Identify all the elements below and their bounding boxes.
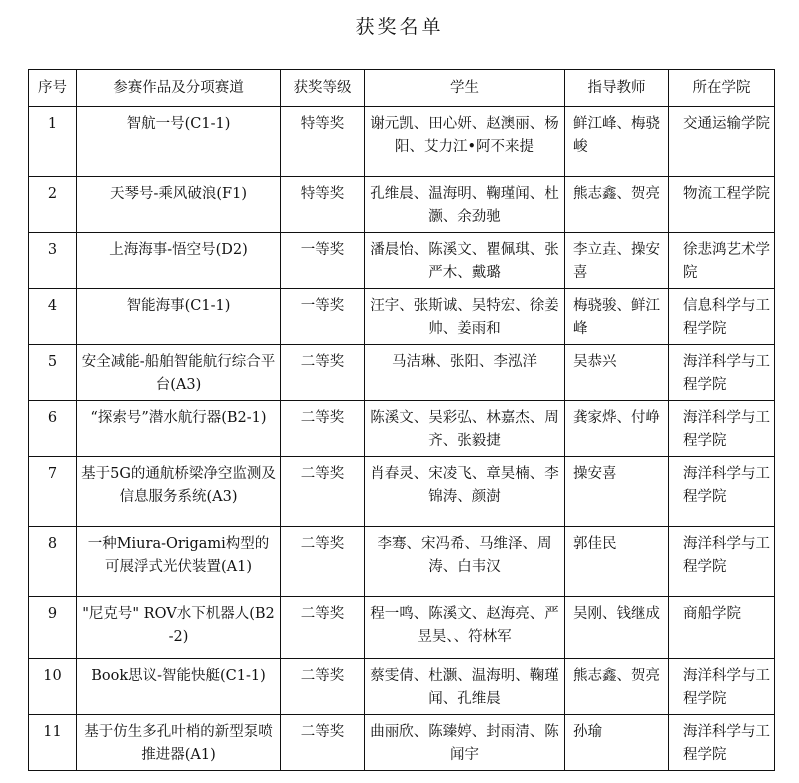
cell-no: 4: [29, 289, 77, 345]
cell-level: 二等奖: [281, 597, 365, 659]
cell-students: 李骞、宋冯希、马维泽、周涛、白韦汉: [365, 527, 565, 597]
cell-college: 海洋科学与工程学院: [669, 659, 775, 715]
cell-level: 一等奖: [281, 233, 365, 289]
cell-teacher: 吴刚、钱继成: [565, 597, 669, 659]
header-college: 所在学院: [669, 70, 775, 107]
cell-college: 海洋科学与工程学院: [669, 715, 775, 771]
cell-level: 二等奖: [281, 345, 365, 401]
cell-level: 二等奖: [281, 715, 365, 771]
page-title: 获奖名单: [355, 16, 444, 38]
cell-teacher: 孙瑜: [565, 715, 669, 771]
cell-students: 汪宇、张斯诚、吴特宏、徐姜帅、姜雨和: [365, 289, 565, 345]
cell-college: 交通运输学院: [669, 107, 775, 177]
cell-college: 信息科学与工程学院: [669, 289, 775, 345]
table-row: [29, 597, 775, 659]
cell-college: 海洋科学与工程学院: [669, 527, 775, 597]
cell-students: 潘晨怡、陈溪文、瞿佩琪、张严木、戴璐: [365, 233, 565, 289]
table-row: [29, 233, 775, 289]
award-table: [28, 69, 775, 771]
cell-work: 基于5G的通航桥梁净空监测及信息服务系统(A3): [77, 457, 281, 527]
table-row: [29, 177, 775, 233]
cell-students: 肖春灵、宋凌飞、章昊楠、李锦涛、颜澍: [365, 457, 565, 527]
cell-no: 11: [29, 715, 77, 771]
cell-college: 商船学院: [669, 597, 775, 659]
cell-teacher: 郭佳民: [565, 527, 669, 597]
cell-work: 智航一号(C1-1): [77, 107, 281, 177]
cell-college: 徐悲鸿艺术学院: [669, 233, 775, 289]
cell-level: 二等奖: [281, 457, 365, 527]
cell-no: 7: [29, 457, 77, 527]
cell-no: 1: [29, 107, 77, 177]
cell-level: 特等奖: [281, 107, 365, 177]
table-row: [29, 527, 775, 597]
cell-teacher: 吴恭兴: [565, 345, 669, 401]
cell-level: 二等奖: [281, 401, 365, 457]
cell-teacher: 熊志鑫、贺亮: [565, 177, 669, 233]
cell-level: 特等奖: [281, 177, 365, 233]
cell-work: 上海海事-悟空号(D2): [77, 233, 281, 289]
cell-teacher: 操安喜: [565, 457, 669, 527]
cell-students: 孔维晨、温海明、鞠瑾闻、杜灏、余劲驰: [365, 177, 565, 233]
table-header-row: [29, 70, 775, 107]
header-students: 学生: [365, 70, 565, 107]
cell-level: 二等奖: [281, 659, 365, 715]
header-no: 序号: [29, 70, 77, 107]
header-level: 获奖等级: [281, 70, 365, 107]
cell-teacher: 龚家烨、付峥: [565, 401, 669, 457]
table-row: [29, 107, 775, 177]
cell-students: 蔡雯倩、杜灏、温海明、鞠瑾闻、孔维晨: [365, 659, 565, 715]
cell-level: 一等奖: [281, 289, 365, 345]
cell-college: 海洋科学与工程学院: [669, 457, 775, 527]
cell-no: 8: [29, 527, 77, 597]
cell-teacher: 李立垚、操安喜: [565, 233, 669, 289]
cell-teacher: 鲜江峰、梅骁峻: [565, 107, 669, 177]
table-row: [29, 715, 775, 771]
cell-no: 6: [29, 401, 77, 457]
cell-level: 二等奖: [281, 527, 365, 597]
cell-work: 天琴号-乘风破浪(F1): [77, 177, 281, 233]
cell-college: 物流工程学院: [669, 177, 775, 233]
cell-no: 5: [29, 345, 77, 401]
cell-no: 10: [29, 659, 77, 715]
cell-no: 9: [29, 597, 77, 659]
cell-students: 马洁琳、张阳、李泓洋: [365, 345, 565, 401]
table-row: [29, 457, 775, 527]
cell-work: Book思议-智能快艇(C1-1): [77, 659, 281, 715]
table-row: [29, 401, 775, 457]
cell-no: 3: [29, 233, 77, 289]
cell-teacher: 梅骁骏、鲜江峰: [565, 289, 669, 345]
cell-teacher: 熊志鑫、贺亮: [565, 659, 669, 715]
cell-students: 程一鸣、陈溪文、赵海亮、严昱昊、、符林军: [365, 597, 565, 659]
table-row: [29, 289, 775, 345]
cell-college: 海洋科学与工程学院: [669, 345, 775, 401]
table-row: [29, 659, 775, 715]
cell-work: 安全减能-船舶智能航行综合平台(A3): [77, 345, 281, 401]
header-teacher: 指导教师: [565, 70, 669, 107]
header-work: 参赛作品及分项赛道: [77, 70, 281, 107]
cell-work: “探索号”潜水航行器(B2-1): [77, 401, 281, 457]
cell-college: 海洋科学与工程学院: [669, 401, 775, 457]
cell-work: 智能海事(C1-1): [77, 289, 281, 345]
cell-students: 谢元凯、田心妍、赵澳丽、杨阳、艾力江•阿不来提: [365, 107, 565, 177]
cell-work: "尼克号" ROV水下机器人(B2-2): [77, 597, 281, 659]
cell-students: 曲丽欣、陈臻婷、封雨清、陈闻宇: [365, 715, 565, 771]
cell-no: 2: [29, 177, 77, 233]
cell-students: 陈溪文、吴彩弘、林嘉杰、周齐、张毅捷: [365, 401, 565, 457]
cell-work: 基于仿生多孔叶梢的新型泵喷推进器(A1): [77, 715, 281, 771]
table-row: [29, 345, 775, 401]
cell-work: 一种Miura-Origami构型的可展浮式光伏装置(A1): [77, 527, 281, 597]
